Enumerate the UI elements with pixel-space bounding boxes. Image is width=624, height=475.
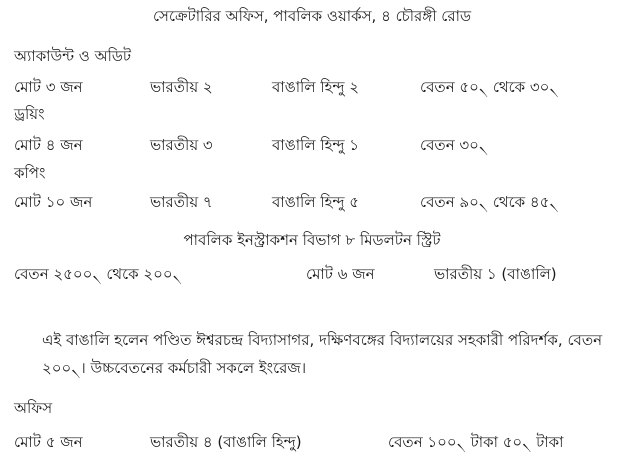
section-drawing-total: মোট ৪ জন <box>14 136 83 154</box>
office-heading: অফিস <box>14 399 53 417</box>
instruction-total: মোট ৬ জন <box>306 265 375 283</box>
section-drawing-bengali: বাঙালি হিন্দু ১ <box>272 136 359 154</box>
section-accounts-salary: বেতন ৫০৲ থেকে ৩০৲ <box>420 78 559 96</box>
page-title: সেক্রেটারির অফিস, পাবলিক ওয়ার্কস, ৪ চৌরঙ্গী রোড <box>152 7 472 25</box>
section-heading-copying: কপিং <box>14 164 46 182</box>
section-accounts-total: মোট ৩ জন <box>14 78 83 96</box>
instruction-heading: পাবলিক ইনস্ট্রাকশন বিভাগ ৮ মিডলটন স্ট্রিট <box>183 231 441 249</box>
section-heading-accounts: অ্যাকাউন্ট ও অডিট <box>14 47 132 65</box>
office-salary: বেতন ১০০৲ টাকা ৫০৲ টাকা <box>388 433 564 451</box>
instruction-salary: বেতন ২৫০০৲ থেকে ২০০৲ <box>14 265 182 283</box>
office-total: মোট ৫ জন <box>14 433 83 451</box>
section-heading-drawing: ড্রয়িং <box>14 105 45 123</box>
office-indian: ভারতীয় ৪ (বাঙালি হিন্দু) <box>150 433 302 451</box>
paragraph-text: এই বাঙালি হলেন পণ্ডিত ঈশ্বরচন্দ্র বিদ্যাসাগর, দক্ষিণবঙ্গের বিদ্যালয়ের সহকারী পরিদর্শক, বেতন ২০০৲। উচ্চবেতনের কর্মচারী সকলে ইংরেজ। <box>42 331 603 377</box>
section-copying-bengali: বাঙালি হিন্দু ৫ <box>272 193 359 211</box>
section-accounts-indian: ভারতীয় ২ <box>150 78 213 96</box>
section-copying-indian: ভারতীয় ৭ <box>150 193 213 211</box>
section-copying-salary: বেতন ৯০৲ থেকে ৪৫৲ <box>420 193 559 211</box>
section-copying-total: মোট ১০ জন <box>14 193 93 211</box>
section-drawing-indian: ভারতীয় ৩ <box>150 136 213 154</box>
instruction-indian: ভারতীয় ১ (বাঙালি) <box>434 265 557 283</box>
section-accounts-bengali: বাঙালি হিন্দু ২ <box>272 78 360 96</box>
section-drawing-salary: বেতন ৩০৲ <box>420 136 489 154</box>
